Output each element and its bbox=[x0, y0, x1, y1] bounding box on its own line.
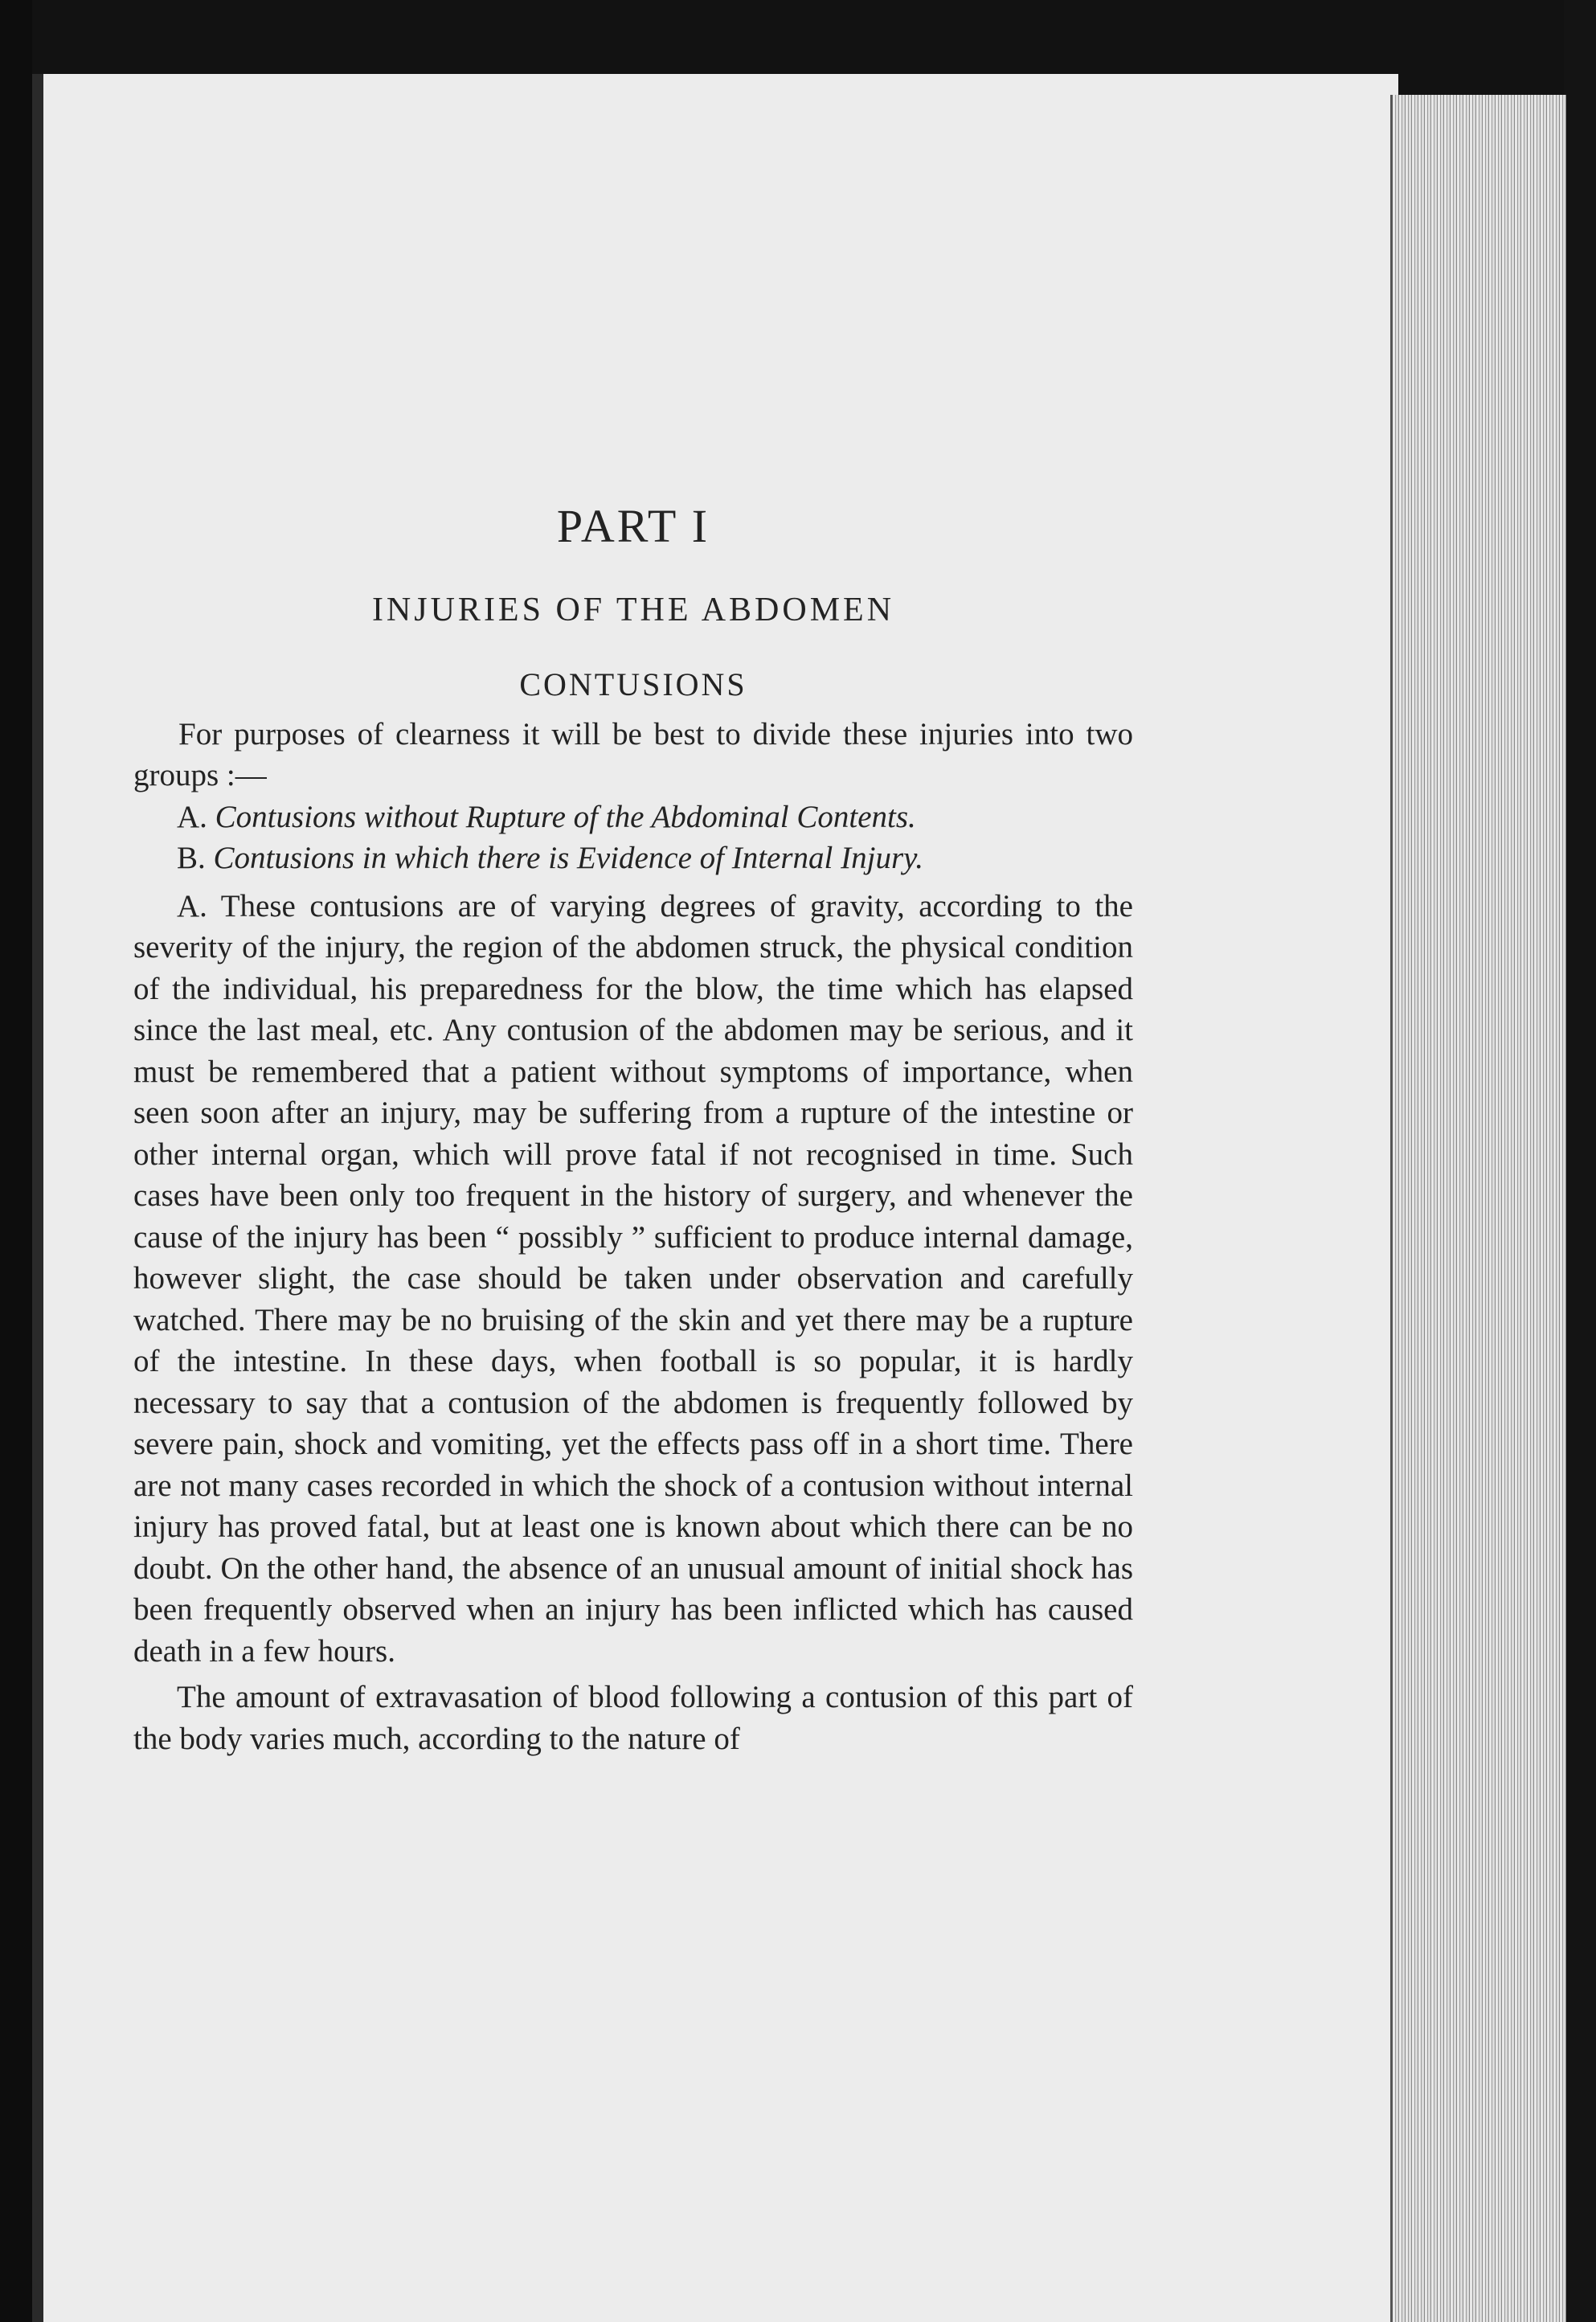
section-title: CONTUSIONS bbox=[519, 665, 747, 702]
group-b-letter: B. bbox=[177, 841, 206, 876]
group-a-text: Contusions without Rupture of the Abdominal Contents. bbox=[215, 799, 916, 834]
group-b-text: Contusions in which there is Evidence of Internal Injury. bbox=[213, 841, 924, 876]
page-text bbox=[133, 482, 1133, 1759]
scan-left-border bbox=[0, 0, 32, 2322]
part-title: PART I bbox=[556, 500, 710, 552]
group-a-letter: A. bbox=[177, 799, 207, 834]
group-b bbox=[133, 837, 1133, 879]
chapter-title: INJURIES OF THE ABDOMEN bbox=[371, 591, 895, 629]
intro-paragraph: For purposes of clearness it will be best to divide these injuries into two groups :— bbox=[133, 716, 1133, 793]
page-stack-edge bbox=[1390, 95, 1566, 2322]
paragraph-a: A. These contusions are of varying degrees of gravity, according to the severity of the injury, the region of the abdomen struck, the physical condition of the individual, his preparedness for the blow, the time which has elapsed since the last meal, etc. Any contusion of the abdomen may be serious, and it must be remembered that a patient without symptoms of importance, when seen soon after an injury, may be suffering from a rupture of the intestine or other internal organ, which will prove fatal if not recognised in time. Such cases have been only too frequent in the history of surgery, and whenever the cause of the injury has been “ possibly ” sufficient to produce internal damage, however slight, the case should be taken under observation and carefully watched. There may be no bruising of the skin and yet there may be a rupture of the intestine. In these days, when football is so popular, it is hardly necessary to say that a contusion of the abdomen is frequently followed by severe pain, shock and vomiting, yet the effects pass off in a short time. There are not many cases recorded in which the shock of a contusion without internal injury has proved fatal, but at least one is known about which there can be no doubt. On the other hand, the absence of an unusual amount of initial shock has been frequently observed when an injury has been inflicted which has caused death in a few hours. bbox=[133, 888, 1133, 1669]
scan-right-border bbox=[1564, 0, 1596, 2322]
paragraph-b: The amount of extravasation of blood following a contusion of this part of the body varies much, according to the nature of bbox=[133, 1680, 1133, 1756]
group-a bbox=[133, 797, 1133, 838]
